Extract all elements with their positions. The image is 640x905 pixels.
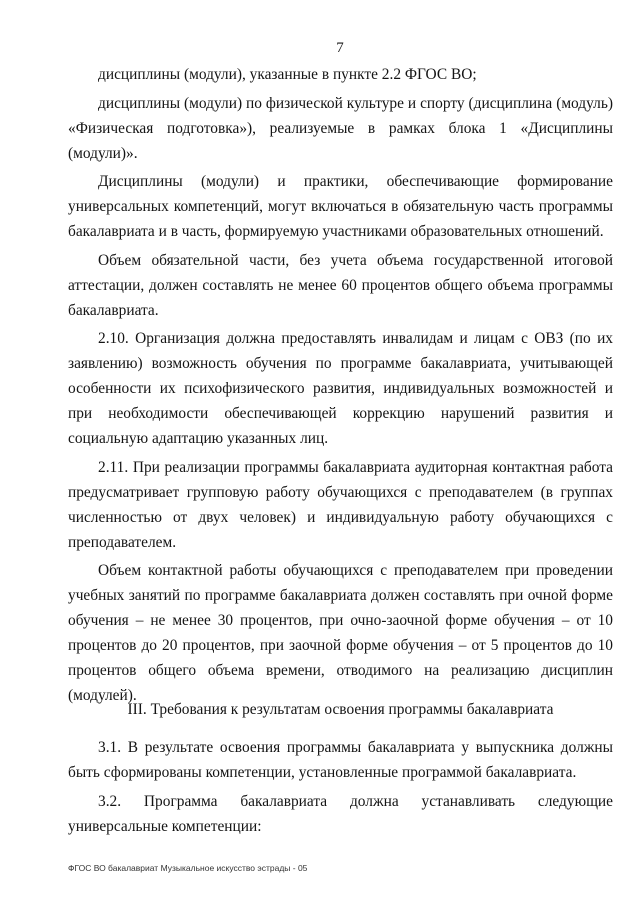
paragraph: 2.11. При реализации программы бакалавриата аудиторная контактная работа предусматривает групповую работу обучающихся с преподавателем (в группах численностью от двух человек) и индивидуальную работу обучающихся с преподавателем. — [68, 458, 613, 551]
paragraph: Объем обязательной части, без учета объема государственной итоговой аттестации, должен составлять не менее 60 процентов общего объема программы бакалавриата. — [68, 251, 613, 319]
section-body-text — [68, 735, 613, 843]
paragraph: Дисциплины (модули) и практики, обеспечивающие формирование универсальных компетенций, могут включаться в обязательную часть программы бакалавриата и в часть, формируемую участниками образовательных отношений. — [68, 173, 613, 240]
section-heading: III. Требования к результатам освоения программы бакалавриата — [127, 701, 554, 718]
paragraph: Объем контактной работы обучающихся с преподавателем при проведении учебных занятий по программе бакалавриата должен составлять при очной форме обучения – не менее 30 процентов, при очно-заочной форме обучения – от 10 процентов до 20 процентов, при заочной форме обучения – от 5 процентов до 10 процентов общего объема времени, отводимого на реализацию дисциплин (модулей). — [68, 562, 613, 704]
page-footer: ФГОС ВО бакалавриат Музыкальное искусство эстрады - 05 — [68, 863, 308, 873]
paragraph: дисциплины (модули) по физической культуре и спорту (дисциплина (модуль) «Физическая подготовка»), реализуемые в рамках блока 1 «Дисциплины (модули)». — [68, 94, 613, 162]
body-text — [68, 62, 613, 712]
paragraph: 2.10. Организация должна предоставлять инвалидам и лицам с ОВЗ (по их заявлению) возможность обучения по программе бакалавриата, учитывающей особенности их психофизического развития, индивидуальных возможностей и при необходимости обеспечивающей коррекцию нарушений развития и социальную адаптацию указанных лиц. — [68, 330, 613, 447]
paragraph: дисциплины (модули), указанные в пункте 2.2 ФГОС ВО; — [98, 66, 477, 83]
paragraph: 3.1. В результате освоения программы бакалавриата у выпускника должны быть сформированы компетенции, установленные программой бакалавриата. — [68, 739, 613, 781]
paragraph: 3.2. Программа бакалавриата должна устанавливать следующие универсальные компетенции: — [68, 793, 613, 835]
page-number: 7 — [336, 40, 344, 56]
